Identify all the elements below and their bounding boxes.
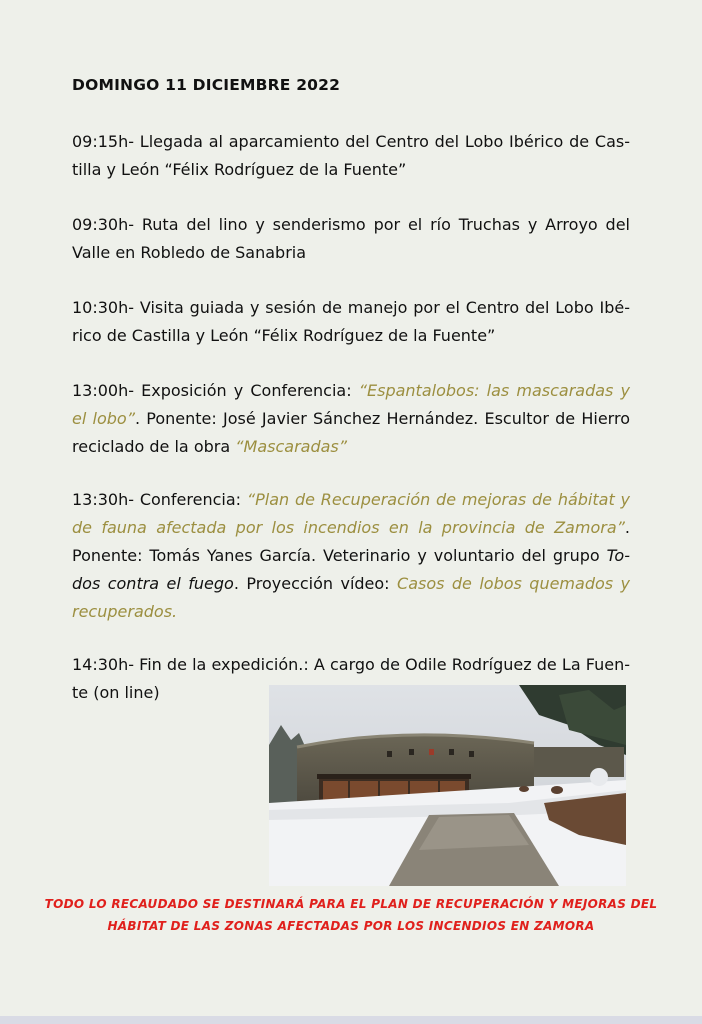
donation-notice bbox=[30, 893, 672, 937]
entry-text: . Proyección vídeo: bbox=[233, 574, 398, 593]
talk-title: “Plan de Recuperación de mejoras de hábitat y de fauna afectada por los incendios en la provincia de Zamora” bbox=[72, 490, 630, 537]
entry-text: . bbox=[172, 602, 178, 621]
donation-notice-line1: TODO LO RECAUDADO SE DESTINARÁ PARA EL PLAN DE RECUPERACIÓN Y MEJORAS DEL bbox=[44, 897, 658, 911]
video-title: Casos de lobos quemados y recuperados bbox=[72, 574, 631, 621]
wolf-center-photo bbox=[269, 685, 626, 886]
schedule-entry-1030: 10:30h- Visita guiada y sesión de manejo por el Centro del Lobo Ibérico de Castilla y León “Félix Rodríguez de la Fuente” bbox=[72, 298, 630, 345]
entry-text: . Ponente: José Javier Sánchez Hernández. Escultor de Hierro reciclado de la obra bbox=[72, 409, 630, 456]
schedule-entry-1300 bbox=[72, 377, 630, 461]
entry-text: . Ponente: Tomás Yanes García. Veterinario y voluntario del grupo bbox=[72, 518, 630, 565]
bottom-bar bbox=[0, 1016, 702, 1024]
artwork-title: “Mascaradas” bbox=[235, 437, 348, 456]
schedule-entry-0915: 09:15h- Llegada al aparcamiento del Centro del Lobo Ibérico de Castilla y León “Félix Rodríguez de la Fuente” bbox=[72, 132, 630, 179]
group-name: Todos contra el fuego bbox=[72, 546, 630, 593]
schedule-entry-1330 bbox=[72, 486, 630, 626]
entry-text: 13:30h- Conferencia: bbox=[72, 490, 247, 509]
entry-text: 13:00h- Exposición y Conferencia: bbox=[72, 381, 359, 400]
page-title: DOMINGO 11 DICIEMBRE 2022 bbox=[72, 76, 341, 94]
schedule-entry-0930: 09:30h- Ruta del lino y senderismo por el río Truchas y Arroyo del Valle en Robledo de Sanabria bbox=[72, 215, 630, 262]
talk-title: “Espantalobos: las mascaradas y el lobo” bbox=[72, 381, 630, 428]
donation-notice-line2: HÁBITAT DE LAS ZONAS AFECTADAS POR LOS INCENDIOS EN ZAMORA bbox=[107, 919, 595, 933]
schedule-entry-1430: 14:30h- Fin de la expedición.: A cargo de Odile Rodríguez de La Fuente (on line) bbox=[72, 655, 630, 702]
